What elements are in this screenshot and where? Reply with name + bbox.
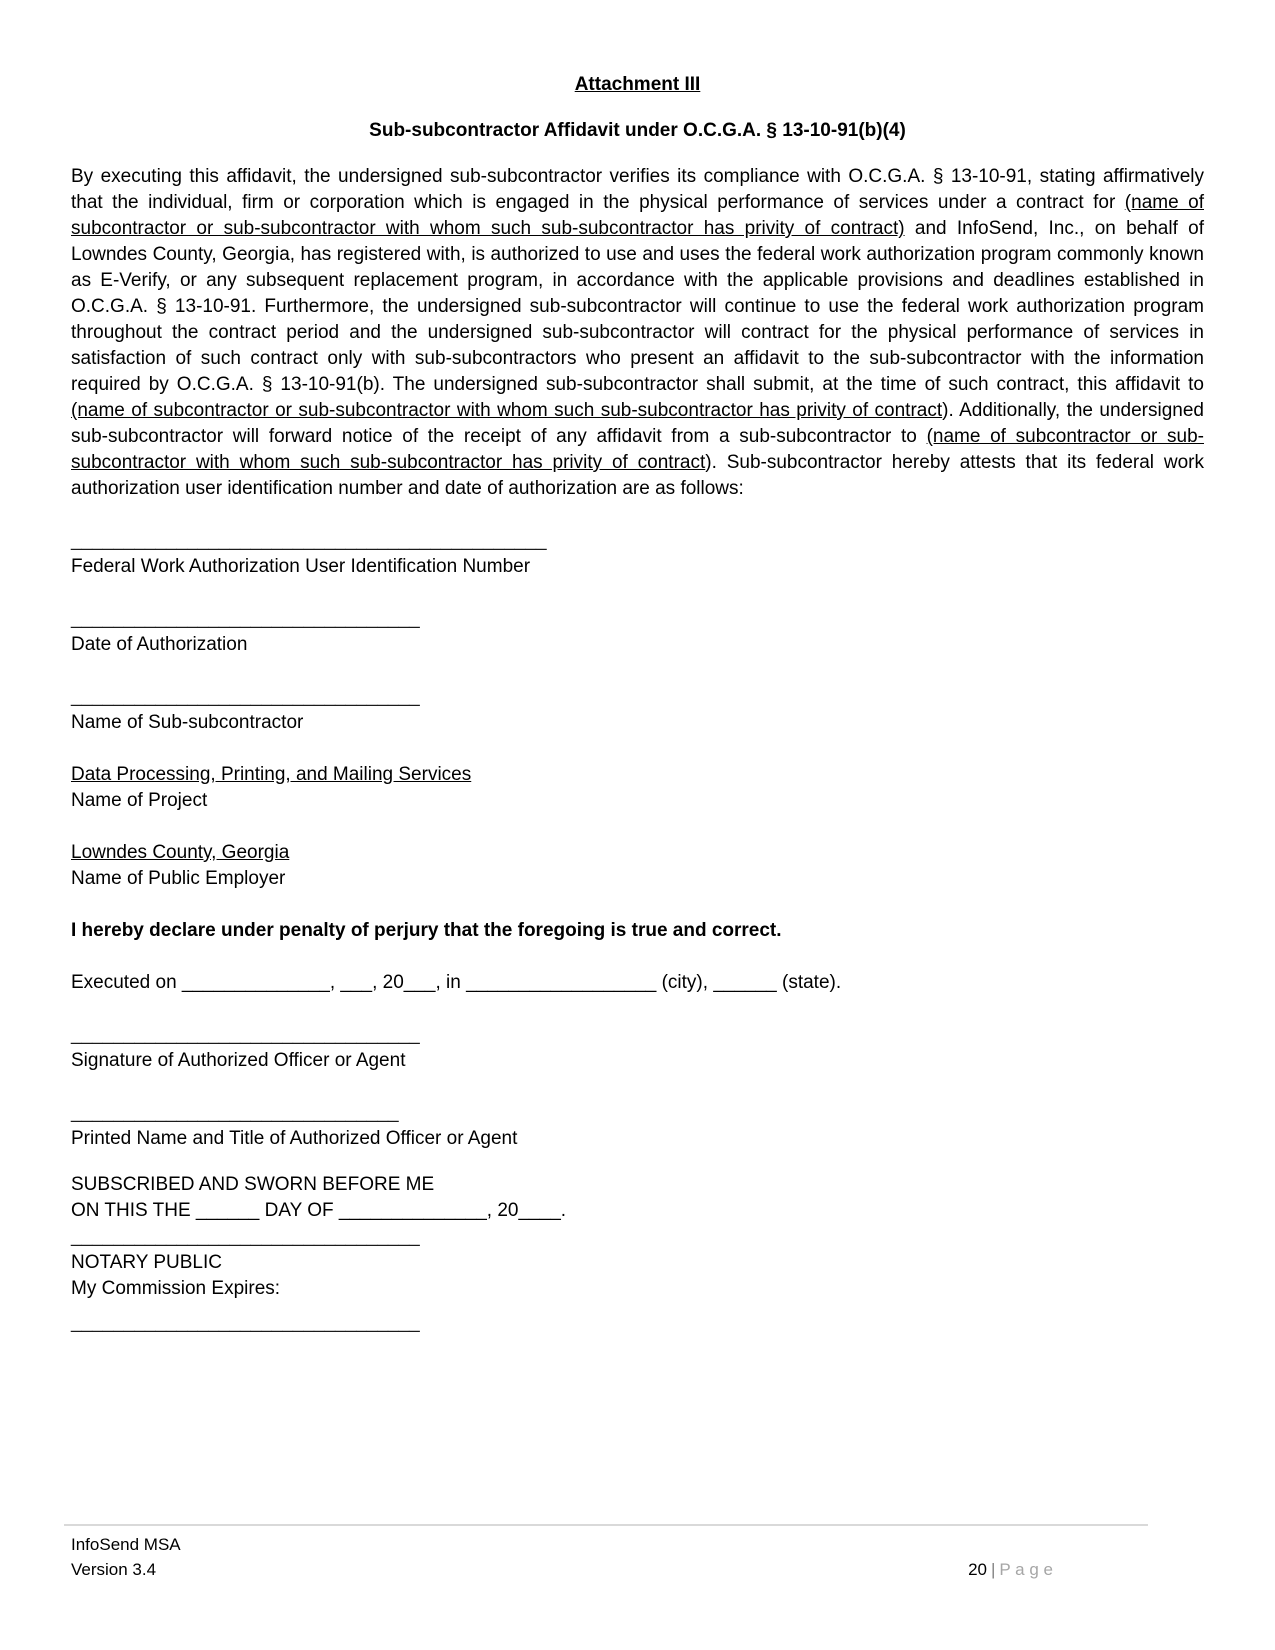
- blank-line-commission-expiry: _________________________________: [71, 1312, 420, 1333]
- page-number-word: P a g e: [999, 1560, 1053, 1579]
- paragraph-segment: ). Additionally, the undersigned sub-subcontractor will forward notice of the receipt of any affidavit from a sub-subcontractor to: [71, 400, 1204, 447]
- page-footer: [64, 1524, 1148, 1582]
- field-name-of-project: [71, 762, 1204, 814]
- paragraph-segment: ). Sub-subcontractor hereby attests that its federal work authorization user identification number and date of authorization are as follows:: [71, 452, 1204, 499]
- field-date-of-authorization: [71, 606, 1204, 658]
- label-printed-name: Printed Name and Title of Authorized Officer or Agent: [71, 1128, 518, 1149]
- field-signature: [71, 1022, 1204, 1074]
- label-name-of-subsubcontractor: Name of Sub-subcontractor: [71, 712, 304, 733]
- commission-expires-label: My Commission Expires:: [71, 1278, 281, 1299]
- blank-line-notary: _________________________________: [71, 1226, 420, 1247]
- affidavit-subtitle: Sub-subcontractor Affidavit under O.C.G.A. § 13-10-91(b)(4): [369, 120, 906, 141]
- footer-doc-name: InfoSend MSA: [71, 1535, 181, 1554]
- footer-version: Version 3.4: [71, 1560, 157, 1579]
- attachment-title: [71, 72, 1204, 98]
- project-name-value: Data Processing, Printing, and Mailing Services: [71, 764, 472, 785]
- perjury-declaration: I hereby declare under penalty of perjury that the foregoing is true and correct.: [71, 920, 782, 941]
- footer-page-number: [968, 1557, 1053, 1582]
- subscribed-sworn-block: [71, 1172, 1204, 1224]
- affidavit-body-paragraph: [71, 164, 1204, 502]
- sworn-line-1: SUBSCRIBED AND SWORN BEFORE ME: [71, 1174, 435, 1195]
- field-name-of-public-employer: [71, 840, 1204, 892]
- blank-line-name-of-subsubcontractor: _________________________________: [71, 686, 420, 707]
- blank-line-federal-id: _____________________________________________: [71, 530, 547, 551]
- blank-line-date-of-authorization: _________________________________: [71, 608, 420, 629]
- blank-line-signature: _________________________________: [71, 1024, 420, 1045]
- attachment-title-text: Attachment III: [574, 74, 701, 95]
- page-number-value: 20: [968, 1560, 987, 1579]
- field-federal-work-auth-id: [71, 528, 1204, 580]
- sworn-line-2: ON THIS THE ______ DAY OF ______________, 20____.: [71, 1200, 567, 1221]
- label-federal-id: Federal Work Authorization User Identification Number: [71, 556, 531, 577]
- label-signature: Signature of Authorized Officer or Agent: [71, 1050, 406, 1071]
- paragraph-segment: By executing this affidavit, the undersigned sub-subcontractor verifies its compliance with O.C.G.A. § 13-10-91, stating affirmatively that the individual, firm or corporation which is engaged in the physical performance of services under a contract for: [71, 166, 1204, 213]
- label-name-of-project: Name of Project: [71, 790, 208, 811]
- executed-on-line: Executed on ______________, ___, 20___, in __________________ (city), ______ (state).: [71, 972, 842, 993]
- paragraph-segment-underlined: (name of subcontractor or sub-subcontractor with whom such sub-subcontractor has privity of contract: [71, 426, 1204, 473]
- field-printed-name: [71, 1100, 1204, 1152]
- notary-block: [71, 1224, 1204, 1336]
- field-name-of-subsubcontractor: [71, 684, 1204, 736]
- label-name-of-public-employer: Name of Public Employer: [71, 868, 286, 889]
- paragraph-segment: and InfoSend, Inc., on behalf of Lowndes County, Georgia, has registered with, is authorized to use and uses the federal work authorization program commonly known as E-Verify, or any subsequent replacement program, in accordance with the applicable provisions and deadlines established in O.C.G.A. § 13-10-91. Furthermore, the undersigned sub-subcontractor will continue to use the federal work authorization program throughout the contract period and the undersigned sub-subcontractor will contract for the physical performance of services in satisfaction of such contract only with sub-subcontractors who present an affidavit to the sub-subcontractor with the information required by O.C.G.A. § 13-10-91(b). The undersigned sub-subcontractor shall submit, at the time of such contract, this affidavit to: [71, 218, 1205, 395]
- page-number-separator: |: [991, 1560, 996, 1579]
- public-employer-value: Lowndes County, Georgia: [71, 842, 290, 863]
- blank-line-printed-name: _______________________________: [71, 1102, 399, 1123]
- paragraph-segment-underlined: (name of subcontractor or sub-subcontractor with whom such sub-subcontractor has privity of contract): [71, 192, 1204, 239]
- notary-public-label: NOTARY PUBLIC: [71, 1252, 222, 1273]
- label-date-of-authorization: Date of Authorization: [71, 634, 248, 655]
- paragraph-segment-underlined: (name of subcontractor or sub-subcontractor with whom such sub-subcontractor has privity of contract: [71, 400, 943, 421]
